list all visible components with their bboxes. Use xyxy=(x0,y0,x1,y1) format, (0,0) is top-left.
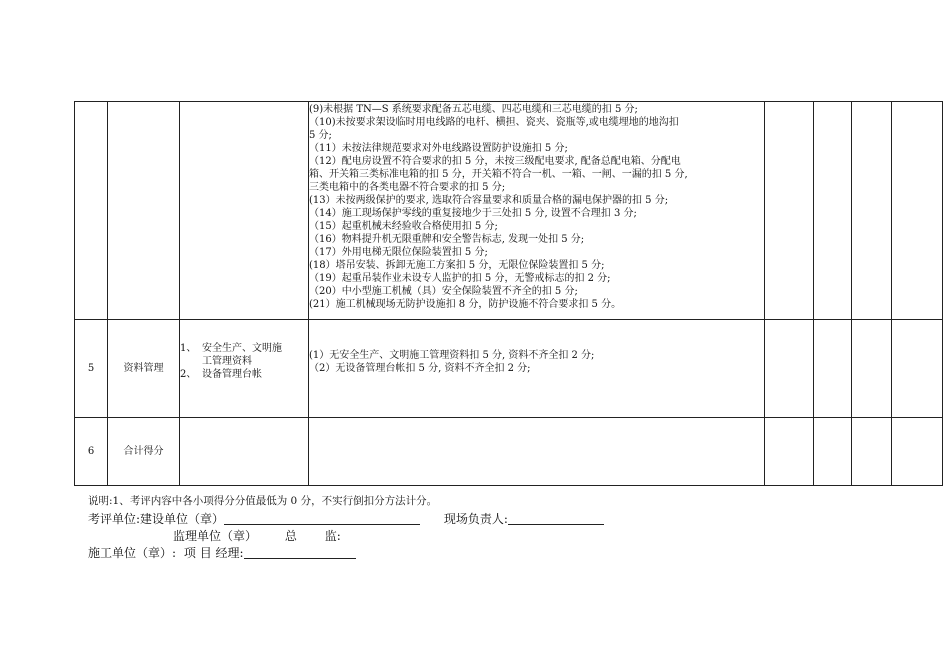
criteria-line xyxy=(180,342,308,355)
cell-deduction-rules xyxy=(309,102,765,320)
cell-deduction-rules xyxy=(309,418,765,486)
eval-unit-label: 考评单位: xyxy=(88,512,141,526)
build-unit-label: 建设单位（章） xyxy=(140,512,225,526)
rule-line: 箱、开关箱三类标准电箱的扣 5 分，开关箱不符合一机、一箱、一闸、一漏的扣 5 分, xyxy=(309,169,688,180)
rule-line: （10)未按要求架设临时用电线路的电杆、横担、瓷夹、瓷瓶等,或电缆埋地的地沟扣 xyxy=(309,117,679,128)
cell-criteria xyxy=(180,418,309,486)
cell-number xyxy=(75,102,108,320)
rule-line: （16）物料提升机无限重牌和安全警告标志, 发现一处扣 5 分; xyxy=(309,234,585,245)
cell-score-c xyxy=(852,102,892,320)
rule-line: 5 分; xyxy=(309,130,332,141)
signature-row-2 xyxy=(88,528,604,545)
chief-label-2: 监: xyxy=(324,529,341,543)
cell-score-b xyxy=(814,320,852,418)
site-manager-label: 现场负责人: xyxy=(443,512,508,526)
rule-line: (18）塔吊安装、拆卸无施工方案扣 5 分，无限位保险装置扣 5 分; xyxy=(309,260,605,271)
notes: 说明:1、考评内容中各小项得分分值最低为 0 分，不实行倒扣分方法计分。 xyxy=(88,495,438,507)
cell-score-b xyxy=(814,418,852,486)
criteria-text: 工管理资料 xyxy=(202,356,252,367)
criteria-line xyxy=(180,355,308,368)
row-item-name: 合计得分 xyxy=(108,418,180,486)
cell-criteria xyxy=(180,320,309,418)
rule-line: (9)未根据 TN—S 系统要求配备五芯电缆、四芯电缆和三芯电缆的扣 5 分; xyxy=(309,104,638,115)
signature-block xyxy=(88,511,604,562)
cell-deduction-rules xyxy=(309,320,765,418)
cell-score-a xyxy=(765,418,814,486)
project-manager-signature-line[interactable] xyxy=(244,546,356,559)
signature-row-3 xyxy=(88,545,604,562)
criteria-list xyxy=(180,342,308,381)
rule-line: （20）中小型施工机械（具）安全保险装置不齐全的扣 5 分; xyxy=(309,286,578,297)
cell-score-c xyxy=(852,320,892,418)
rule-line: (13）未按两级保护的要求, 选取符合容量要求和质量合格的漏电保护器的扣 5 分; xyxy=(309,195,669,206)
criteria-text: 安全生产、文明施 xyxy=(202,343,282,354)
cell-score-b xyxy=(814,102,852,320)
cell-item xyxy=(108,102,180,320)
cell-criteria xyxy=(180,102,309,320)
rule-line: （2）无设备管理台帐扣 5 分, 资料不齐全扣 2 分; xyxy=(309,363,531,374)
assessment-table xyxy=(74,101,943,486)
cell-score-a xyxy=(765,102,814,320)
cell-score-d xyxy=(892,102,943,320)
criteria-text: 设备管理台帐 xyxy=(202,369,262,380)
cell-score-c xyxy=(852,418,892,486)
rule-line: （12）配电房设置不符合要求的扣 5 分，未按三级配电要求, 配备总配电箱、分配电 xyxy=(309,156,681,167)
row-number: 6 xyxy=(75,418,108,486)
cell-score-d xyxy=(892,320,943,418)
criteria-line xyxy=(180,368,308,381)
rule-line: （17）外用电梯无限位保险装置扣 5 分; xyxy=(309,247,488,258)
build-unit-signature-line[interactable] xyxy=(224,512,420,525)
table-row-5 xyxy=(75,320,943,418)
rule-line: 三类电箱中的各类电器不符合要求的扣 5 分; xyxy=(309,182,506,193)
row-number: 5 xyxy=(75,320,108,418)
deduction-rules-list xyxy=(309,103,764,311)
cell-score-d xyxy=(892,418,943,486)
rule-line: (21）施工机械现场无防护设施扣 8 分，防护设施不符合要求扣 5 分。 xyxy=(309,299,622,310)
signature-row-1 xyxy=(88,511,604,528)
site-manager-signature-line[interactable] xyxy=(508,512,604,525)
project-manager-label: 项 目 经理: xyxy=(183,546,244,560)
chief-label-1: 总 xyxy=(284,529,297,543)
rule-line: （15）起重机械未经验收合格使用扣 5 分; xyxy=(309,221,498,232)
table-row-6 xyxy=(75,418,943,486)
rule-line: (1）无安全生产、文明施工管理资料扣 5 分, 资料不齐全扣 2 分; xyxy=(309,350,595,361)
criteria-prefix: 2、 xyxy=(180,369,197,380)
rule-line: （14）施工现场保护零线的重复接地少于三处扣 5 分, 设置不合理扣 3 分; xyxy=(309,208,637,219)
deduction-rules-list xyxy=(309,349,764,375)
supervision-unit-label: 监理单位（章） xyxy=(173,529,258,543)
row-item-name: 资料管理 xyxy=(108,320,180,418)
construction-unit-label: 施工单位（章）: xyxy=(88,546,177,560)
rule-line: （11）未按法律规范要求对外电线路设置防护设施扣 5 分; xyxy=(309,143,568,154)
table-row-continued xyxy=(75,102,943,320)
rule-line: （19）起重吊装作业未设专人监护的扣 5 分，无警戒标志的扣 2 分; xyxy=(309,273,611,284)
cell-score-a xyxy=(765,320,814,418)
criteria-prefix: 1、 xyxy=(180,343,197,354)
